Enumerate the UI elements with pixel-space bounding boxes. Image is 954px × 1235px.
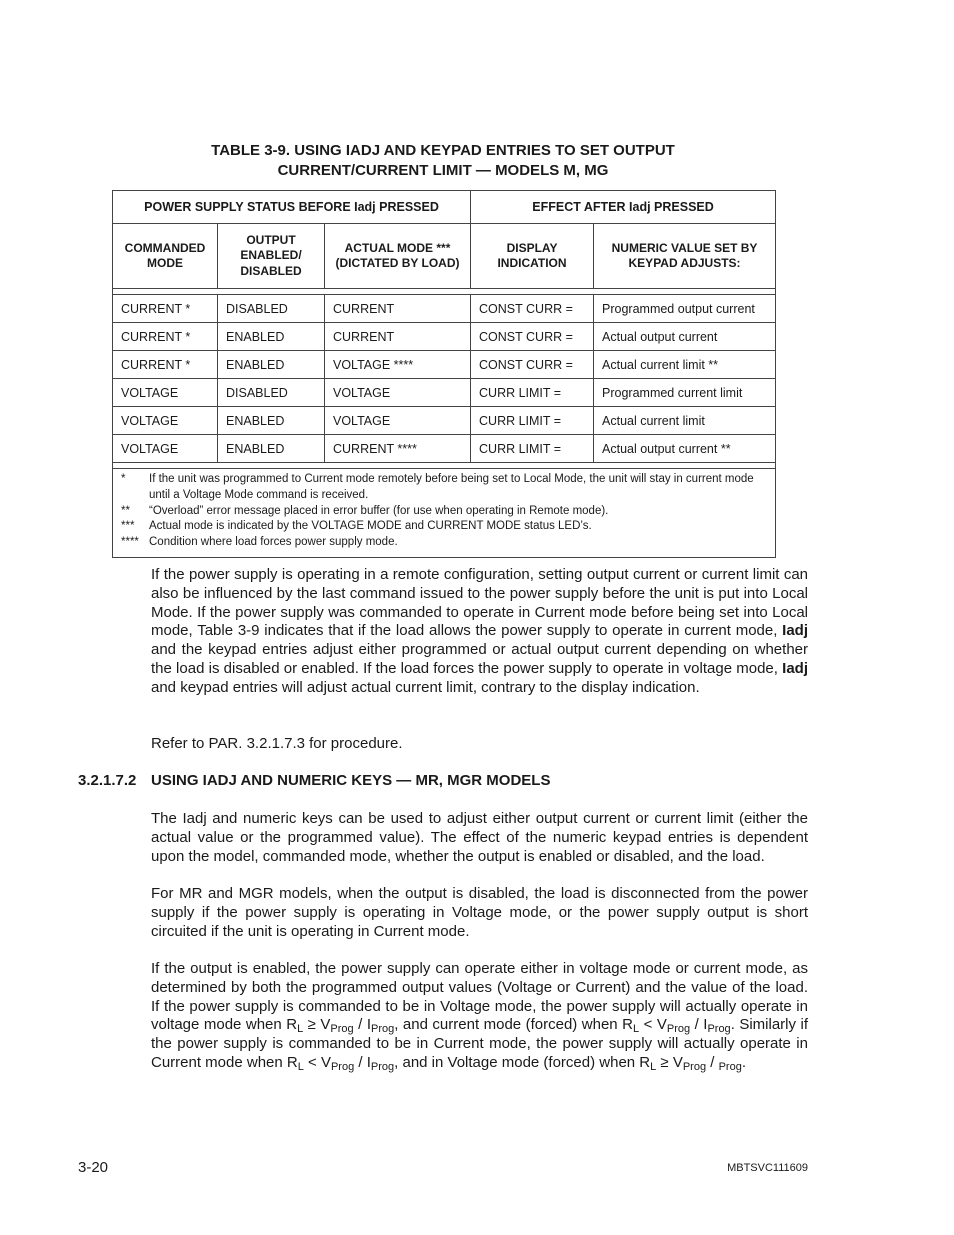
table-row xyxy=(113,351,776,379)
iadj-table xyxy=(112,190,776,558)
cell-display: CONST CURR = xyxy=(471,323,594,351)
note-text: Condition where load forces power supply mode. xyxy=(149,536,398,549)
cell-actual: VOLTAGE xyxy=(325,379,471,407)
table-note xyxy=(121,535,767,551)
cell-numeric: Actual current limit ** xyxy=(594,351,776,379)
paragraph-output-disabled: For MR and MGR models, when the output is disabled, the load is disconnected from the power supply if the power supply is operating in Voltage mode, or the power supply output is short circuited if the unit is operating in Current mode. xyxy=(151,885,808,940)
note-text: “Overload” error message placed in error buffer (for use when operating in Remote mode). xyxy=(149,504,609,517)
col-header-numeric-value: NUMERIC VALUE SET BY KEYPAD ADJUSTS: xyxy=(594,224,776,289)
cell-actual: CURRENT xyxy=(325,295,471,323)
cell-output: ENABLED xyxy=(218,435,325,463)
cell-actual: VOLTAGE **** xyxy=(325,351,471,379)
cell-actual: VOLTAGE xyxy=(325,407,471,435)
cell-output: DISABLED xyxy=(218,295,325,323)
table-row xyxy=(113,295,776,323)
note-text: If the unit was programmed to Current mode remotely before being set to Local Mode, the unit will stay in current mode until a Voltage Mode command is received. xyxy=(149,473,754,501)
note-mark: *** xyxy=(121,520,135,533)
col-header-actual-mode: ACTUAL MODE *** (DICTATED BY LOAD) xyxy=(325,224,471,289)
table-row xyxy=(113,323,776,351)
cell-output: ENABLED xyxy=(218,323,325,351)
table-column-header-row xyxy=(113,224,776,289)
cell-display: CURR LIMIT = xyxy=(471,407,594,435)
group-header-after: EFFECT AFTER Iadj PRESSED xyxy=(471,191,776,224)
table-caption-line2: CURRENT/CURRENT LIMIT — MODELS M, MG xyxy=(277,161,609,179)
cell-display: CURR LIMIT = xyxy=(471,379,594,407)
cell-numeric: Actual output current xyxy=(594,323,776,351)
cell-numeric: Actual current limit xyxy=(594,407,776,435)
cell-numeric: Actual output current ** xyxy=(594,435,776,463)
cell-commanded: CURRENT * xyxy=(113,323,218,351)
table-group-header-row xyxy=(113,191,776,224)
page-number: 3-20 xyxy=(78,1159,109,1176)
col-header-output: OUTPUT ENABLED/ DISABLED xyxy=(218,224,325,289)
note-mark: **** xyxy=(121,536,139,549)
table-note xyxy=(121,472,767,504)
paragraph-refer: Refer to PAR. 3.2.1.7.3 for procedure. xyxy=(151,735,403,752)
note-mark: * xyxy=(121,473,126,485)
cell-display: CURR LIMIT = xyxy=(471,435,594,463)
cell-output: DISABLED xyxy=(218,379,325,407)
document-id: MBTSVC111609 xyxy=(727,1162,808,1174)
table-row xyxy=(113,379,776,407)
table-notes-row xyxy=(113,469,776,558)
cell-commanded: CURRENT * xyxy=(113,351,218,379)
table-note xyxy=(121,519,767,535)
section-number: 3.2.1.7.2 xyxy=(78,772,137,789)
table-notes xyxy=(113,469,776,558)
note-text: Actual mode is indicated by the VOLTAGE MODE and CURRENT MODE status LED’s. xyxy=(149,520,592,533)
table-note xyxy=(121,504,767,520)
cell-actual: CURRENT **** xyxy=(325,435,471,463)
cell-output: ENABLED xyxy=(218,407,325,435)
cell-commanded: VOLTAGE xyxy=(113,435,218,463)
cell-display: CONST CURR = xyxy=(471,351,594,379)
cell-commanded: VOLTAGE xyxy=(113,379,218,407)
table-caption-line1: TABLE 3-9. USING IADJ AND KEYPAD ENTRIES TO SET OUTPUT xyxy=(211,142,675,159)
col-header-display: DISPLAY INDICATION xyxy=(471,224,594,289)
cell-commanded: CURRENT * xyxy=(113,295,218,323)
cell-actual: CURRENT xyxy=(325,323,471,351)
cell-output: ENABLED xyxy=(218,351,325,379)
paragraph-output-enabled: If the output is enabled, the power supply can operate either in voltage mode or current mode, as determined by both the programmed output values (Voltage or Current) and the value of the load. If the power supply is commanded to be in Voltage mode, the power supply will actually operate in voltage mode when $R_L \ge V_{Prog} / I_{Prog}$, and current mode (forced) when $R_L < V_{Prog} / I_{Prog}$. Similarly if the power supply is commanded to be in Current mode, the power supply will actually operate in Current mode when $R_L < V_{Prog} / I_{Prog}$, and in Voltage mode (forced) when $R_L \ge V_{Prog} / _{Prog}$. xyxy=(151,960,809,1073)
col-header-commanded-mode: COMMANDED MODE xyxy=(113,224,218,289)
paragraph-iadj-keys: The Iadj and numeric keys can be used to adjust either output current or current limit (either the actual value or the programmed value). The effect of the numeric keypad entries is dependent upon the model, commanded mode, whether the output is enabled or disabled, and the load. xyxy=(151,810,808,865)
note-mark: ** xyxy=(121,504,130,517)
table-caption xyxy=(112,141,774,180)
cell-numeric: Programmed current limit xyxy=(594,379,776,407)
group-header-before: POWER SUPPLY STATUS BEFORE Iadj PRESSED xyxy=(113,191,471,224)
table-row xyxy=(113,407,776,435)
cell-display: CONST CURR = xyxy=(471,295,594,323)
paragraph-remote-config: If the power supply is operating in a remote configuration, setting output current or current limit can also be influenced by the last command issued to the power supply before the unit is put into Local Mode. If the power supply was commanded to operate in Current mode before being set into Local mode, Table 3-9 indicates that if the load allows the power supply to operate in current mode, Iadj and the keypad entries adjust either programmed or actual output current depending on whether the load is disabled or enabled. If the load forces the power supply to operate in voltage mode, Iadj and keypad entries will adjust actual current limit, contrary to the display indication. xyxy=(151,566,808,696)
section-title: USING IADJ AND NUMERIC KEYS — MR, MGR MODELS xyxy=(151,772,551,789)
cell-commanded: VOLTAGE xyxy=(113,407,218,435)
cell-numeric: Programmed output current xyxy=(594,295,776,323)
section-heading xyxy=(78,772,550,789)
table-row xyxy=(113,435,776,463)
